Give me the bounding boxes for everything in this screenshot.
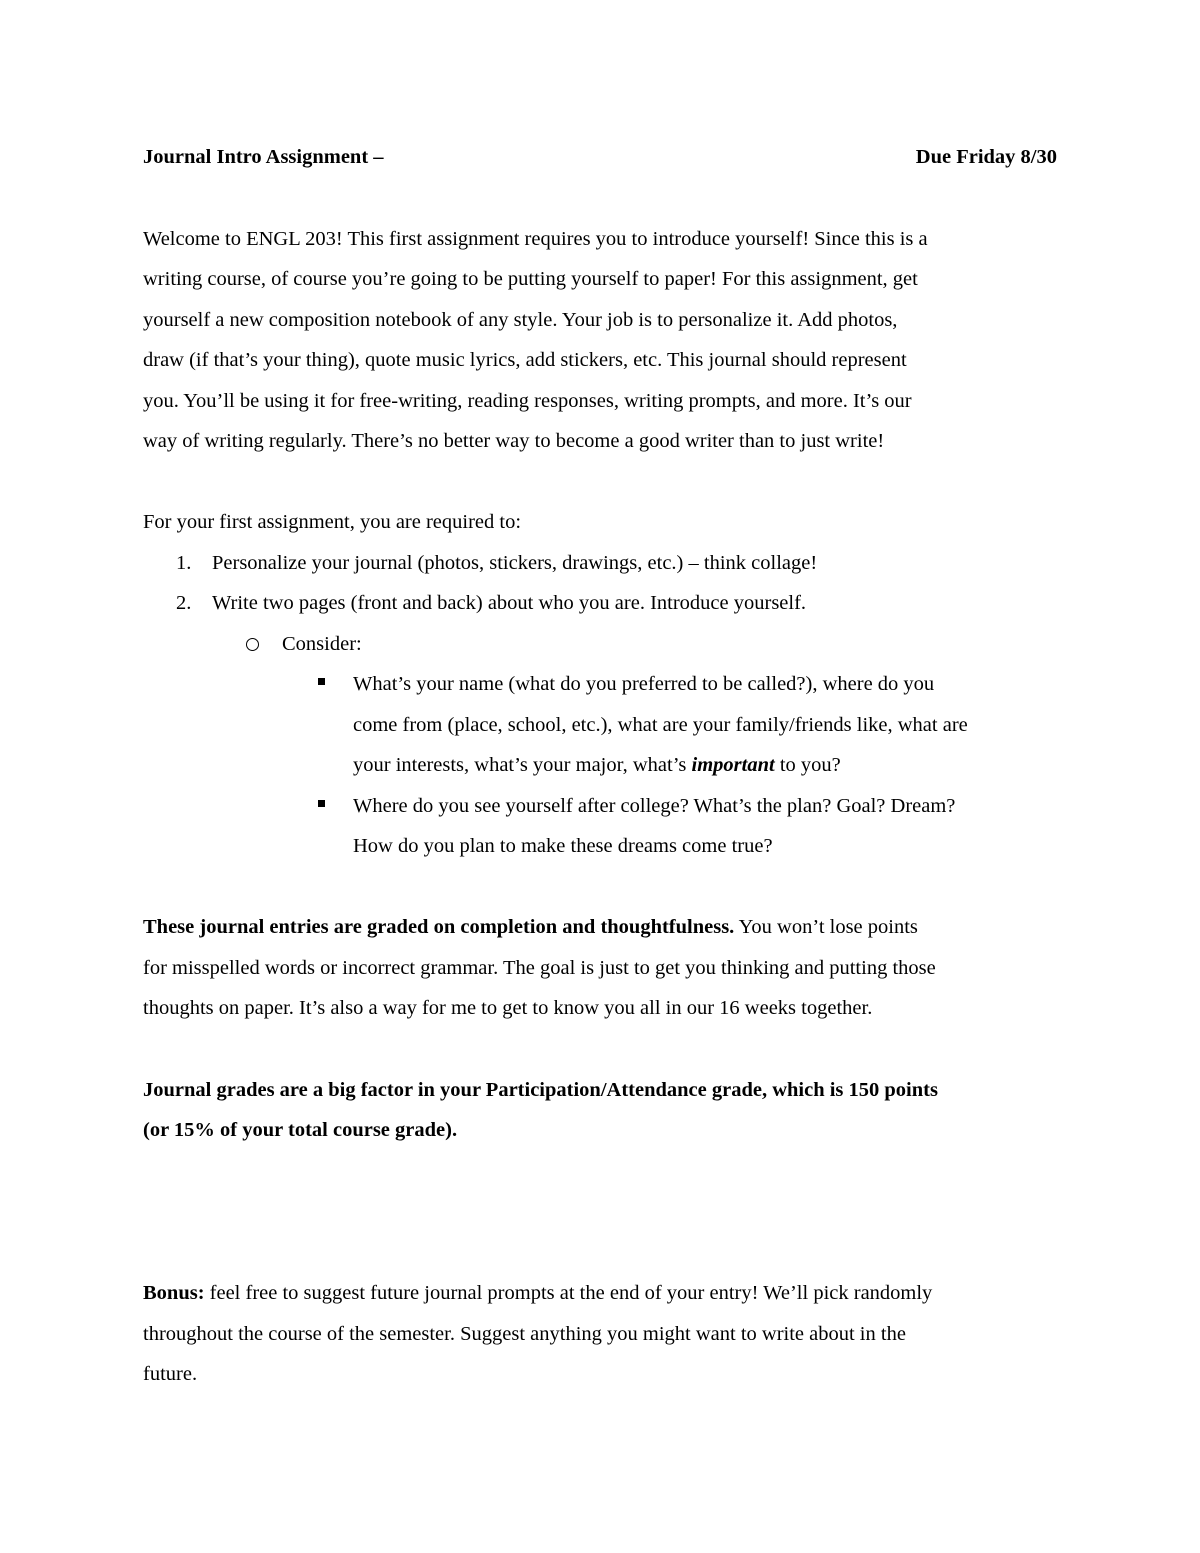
intro-line: writing course, of course you’re going to be putting yourself to paper! For this assignment, get — [143, 268, 918, 290]
sub-item-text: to you? — [774, 754, 841, 776]
list-number: 2. — [176, 592, 192, 614]
list-item: Personalize your journal (photos, stickers, drawings, etc.) – think collage! — [212, 552, 818, 574]
bonus-text: feel free to suggest future journal prompts at the end of your entry! We’ll pick randomly — [204, 1282, 933, 1304]
consider-label: Consider: — [282, 633, 362, 655]
sub-item-text: your interests, what’s your major, what’s — [353, 754, 692, 776]
intro-line: draw (if that’s your thing), quote music lyrics, add stickers, etc. This journal should represent — [143, 349, 907, 371]
intro-line: Welcome to ENGL 203! This first assignment requires you to introduce yourself! Since this is a — [143, 228, 928, 250]
bonus-line — [143, 1281, 932, 1305]
intro-line: way of writing regularly. There’s no better way to become a good writer than to just write! — [143, 430, 885, 452]
sub-item-line: come from (place, school, etc.), what are your family/friends like, what are — [353, 714, 968, 736]
requirements-lead: For your first assignment, you are required to: — [143, 511, 522, 533]
grading-line — [143, 915, 918, 939]
sub-item-line: What’s your name (what do you preferred to be called?), where do you — [353, 673, 935, 695]
intro-line: you. You’ll be using it for free-writing, reading responses, writing prompts, and more. It’s our — [143, 390, 912, 412]
grading-text: You won’t lose points — [734, 916, 918, 938]
participation-line: (or 15% of your total course grade). — [143, 1119, 458, 1141]
bonus-line: throughout the course of the semester. Suggest anything you might want to write about in the — [143, 1323, 906, 1345]
bonus-line: future. — [143, 1363, 198, 1385]
sub-item-line — [353, 753, 841, 777]
sub-item-line: How do you plan to make these dreams come true? — [353, 835, 773, 857]
grading-line: thoughts on paper. It’s also a way for me to get to know you all in our 16 weeks together. — [143, 997, 873, 1019]
emphasis-text: important — [691, 754, 775, 776]
grading-line: for misspelled words or incorrect grammar. The goal is just to get you thinking and putting those — [143, 957, 936, 979]
square-bullet-icon — [318, 800, 325, 807]
grading-bold-lead: These journal entries are graded on completion and thoughtfulness. — [143, 916, 735, 938]
sub-item-line: Where do you see yourself after college? What’s the plan? Goal? Dream? — [353, 795, 956, 817]
intro-line: yourself a new composition notebook of any style. Your job is to personalize it. Add photos, — [143, 309, 898, 331]
circle-bullet-icon — [246, 638, 259, 651]
list-number: 1. — [176, 552, 192, 574]
due-date: Due Friday 8/30 — [915, 146, 1057, 168]
participation-line: Journal grades are a big factor in your Participation/Attendance grade, which is 150 points — [143, 1079, 938, 1101]
bonus-label: Bonus: — [143, 1282, 205, 1304]
assignment-title: Journal Intro Assignment – — [143, 146, 384, 168]
square-bullet-icon — [318, 678, 325, 685]
list-item: Write two pages (front and back) about who you are. Introduce yourself. — [212, 592, 807, 614]
